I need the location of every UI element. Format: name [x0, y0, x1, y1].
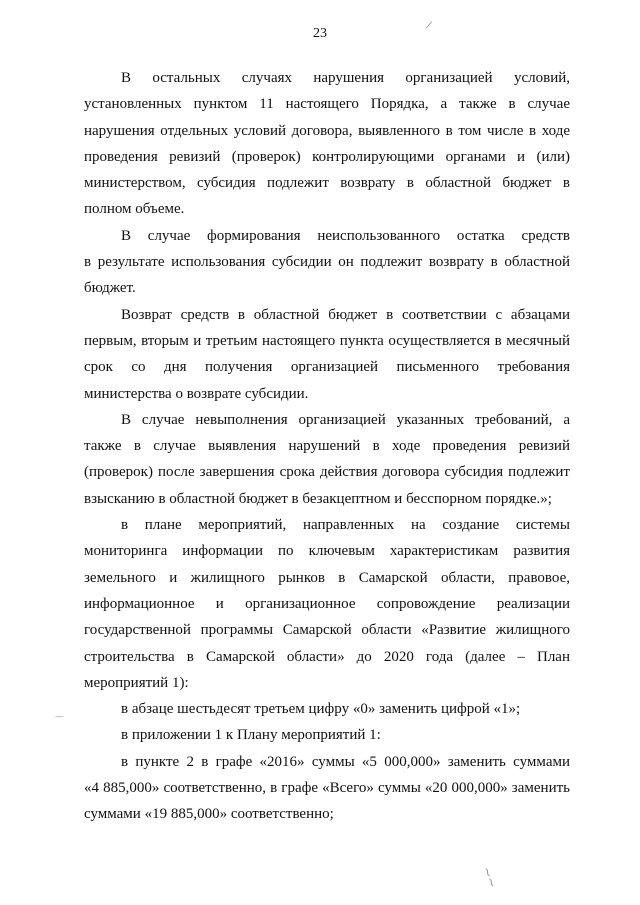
text-line: министерства о возврате субсидии.	[84, 385, 309, 402]
text-line: проведения ревизий (проверок) контролирующими органами и (или)	[84, 148, 570, 165]
text-line: в приложении 1 к Плану мероприятий 1:	[121, 727, 381, 744]
text-line: также в случае выявления нарушений в ходе проведения ревизий	[84, 438, 570, 455]
text-line: в результате использования субсидии он подлежит возврату в областной	[84, 254, 570, 271]
text-line: информационное и организационное сопровождение реализации	[84, 595, 570, 612]
page-number: 23	[313, 26, 327, 41]
text-line: (проверок) после завершения срока действия договора субсидия подлежит	[84, 464, 570, 481]
text-line: взысканию в областной бюджет в безакцептном и бесспорном порядке.»;	[84, 490, 552, 507]
text-line: в пункте 2 в графе «2016» суммы «5 000,000» заменить суммами	[121, 753, 570, 770]
text-line: В остальных случаях нарушения организацией условий,	[121, 70, 570, 86]
text-line: суммами «19 885,000» соответственно;	[84, 806, 334, 823]
text-line: полном объеме.	[84, 201, 185, 218]
text-line: В случае невыполнения организацией указанных требований, а	[121, 411, 570, 428]
text-line: земельного и жилищного рынков в Самарской области, правовое,	[84, 569, 570, 586]
text-line: В случае формирования неиспользованного остатка средств	[121, 227, 570, 244]
handwritten-mark: ~~	[478, 864, 500, 891]
text-line: мониторинга информации по ключевым характеристикам развития	[84, 543, 570, 560]
text-line: первым, вторым и третьим настоящего пункта осуществляется в месячный	[84, 332, 570, 349]
document-body	[84, 65, 570, 828]
stray-mark: /	[424, 19, 433, 32]
text-line: строительства в Самарской области» до 2020 года (далее – План	[84, 648, 570, 665]
stray-mark: —	[55, 712, 64, 722]
text-line: «4 885,000» соответственно, в графе «Всего» суммы «20 000,000» заменить	[84, 780, 570, 797]
text-line: министерством, субсидия подлежит возврату в областной бюджет в	[84, 175, 570, 192]
text-line: в плане мероприятий, направленных на создание системы	[121, 517, 570, 534]
text-line: государственной программы Самарской области «Развитие жилищного	[84, 622, 570, 639]
text-line: установленных пунктом 11 настоящего Порядка, а также в случае	[84, 96, 570, 113]
text-line: в абзаце шестьдесят третьем цифру «0» заменить цифрой «1»;	[121, 701, 521, 718]
text-line: срок со дня получения организацией письменного требования	[84, 359, 570, 376]
text-line: бюджет.	[84, 280, 136, 297]
text-line: нарушения отдельных условий договора, выявленного в том числе в ходе	[84, 122, 570, 139]
text-line: мероприятий 1):	[84, 674, 189, 691]
text-line: Возврат средств в областной бюджет в соответствии с абзацами	[121, 306, 570, 323]
